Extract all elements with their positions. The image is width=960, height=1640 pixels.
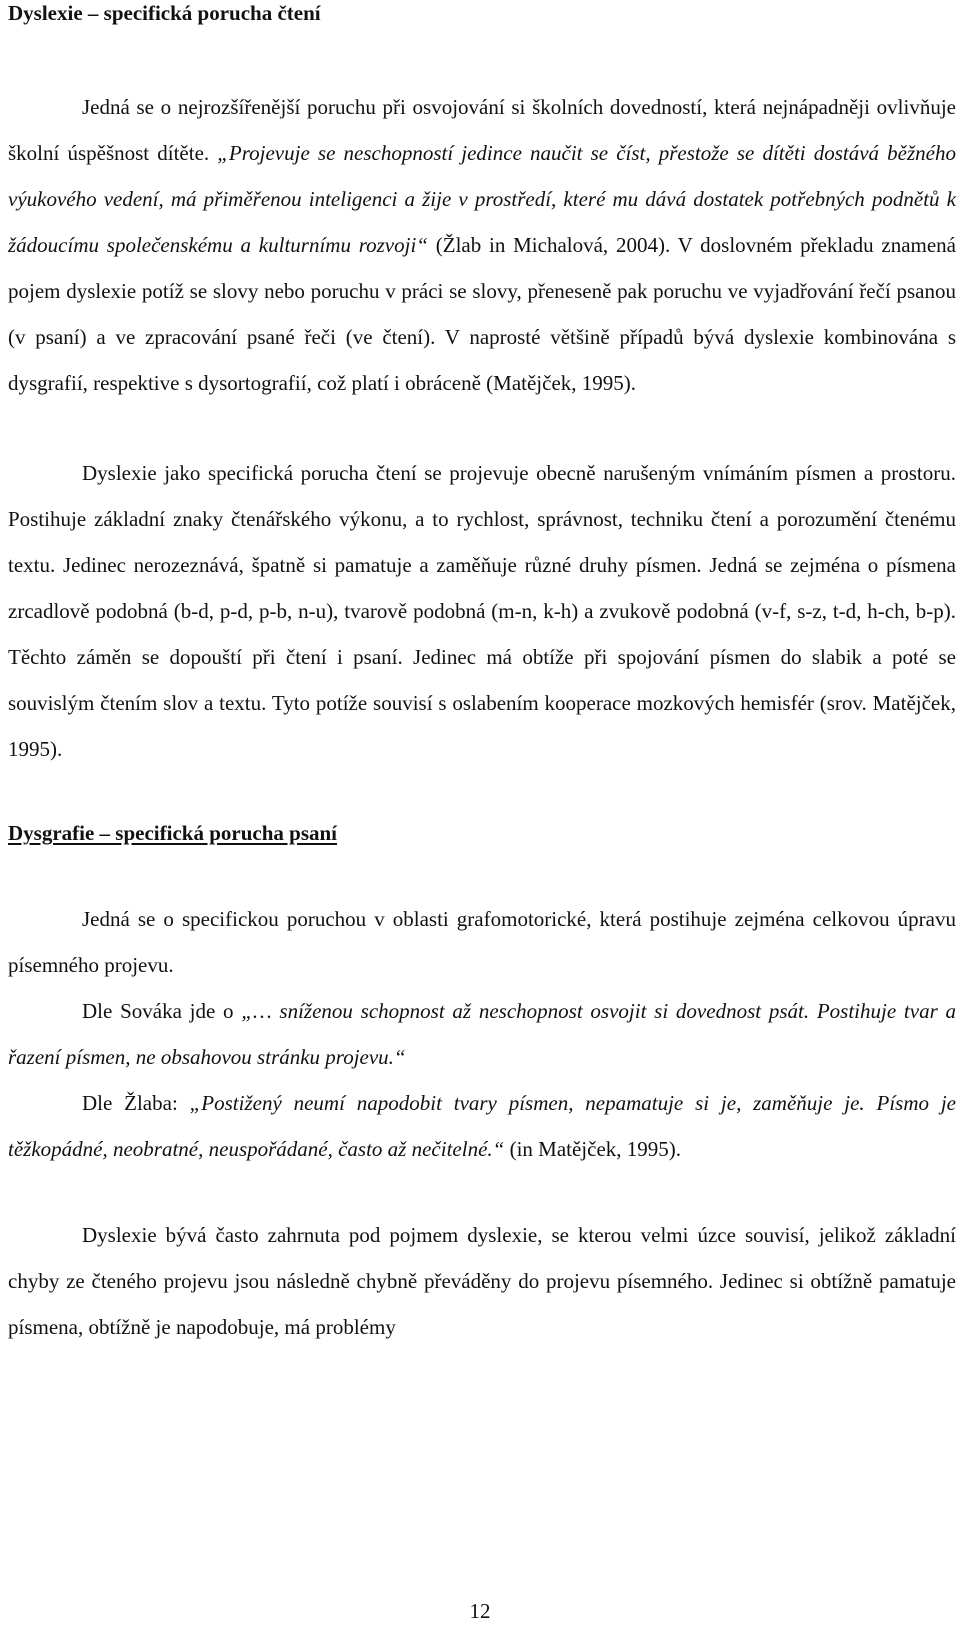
heading-dyslexia-text: Dyslexie – specifická porucha čtení [8,1,321,25]
paragraph-text: (Žlab in Michalová, 2004). V doslovném překladu znamená pojem dyslexie potíž se slovy nebo poruchu v práci se slovy, přeneseně pak poruchu ve vyjadřování řečí psanou (v psaní) a ve zpracování psané řeči (ve čtení). V naprosté většině případů bývá dyslexie kombinována s dysgrafií, respektive s dysortografií, což platí i obráceně (Matějček, 1995). [8,233,956,395]
paragraph-text: Dle Žlaba: [82,1091,190,1115]
paragraph-dyslexia-symptoms: Dyslexie jako specifická porucha čtení se projevuje obecně narušeným vnímáním písmen a prostoru. Postihuje základní znaky čtenářského výkonu, a to rychlost, správnost, techniku čtení a porozumění čtenému textu. Jedinec nerozeznává, špatně si pamatuje a zaměňuje různé druhy písmen. Jedná se zejména o písmena zrcadlově podobná (b-d, p-d, p-b, n-u), tvarově podobná (m-n, k-h) a zvukově podobná (v-f, s-z, t-d, h-ch, b-p). Těchto záměn se dopouští při čtení i psaní. Jedinec má obtíže při spojování písmen do slabik a poté se souvislým čtením slov a textu. Tyto potíže souvisí s oslabením kooperace mozkových hemisfér (srov. Matějček, 1995). [8,461,956,761]
quote-zlab: „Projevuje se neschopností jedince naučit se číst, přestože se dítěti dostává běžného výukového vedení, má přiměřenou inteligenci a žije v prostředí, které mu dává dostatek potřebných podnětů k žádoucímu společenskému a kulturnímu rozvoji“ [8,141,956,257]
paragraph-text: (in Matějček, 1995). [504,1137,682,1161]
paragraph-dysgraphia-definition: Jedná se o specifickou poruchou v oblasti grafomotorické, která postihuje zejména celkovou úpravu písemného projevu. [8,907,956,977]
heading-dysgraphia [8,820,956,846]
heading-dyslexia [8,0,956,26]
page-number: 12 [469,1599,491,1623]
quote-zlab-dysgraphia: „Postižený neumí napodobit tvary písmen, nepamatuje si je, zaměňuje je. Písmo je těžkopádné, neobratné, neuspořádané, často až nečitelné.“ [8,1091,956,1161]
paragraph-zlab-quote [8,1080,956,1172]
paragraph-text: Jedná se o nejrozšířenější poruchu při osvojování si školních dovedností, která nejnápadněji ovlivňuje školní úspěšnost dítěte. [8,95,956,165]
paragraph-dyslexia-dysgraphia-relation: Dyslexie bývá často zahrnuta pod pojmem dyslexie, se kterou velmi úzce souvisí, jelikož základní chyby ze čteného projevu jsou následně chybně převáděny do projevu písemného. Jedinec si obtížně pamatuje písmena, obtížně je napodobuje, má problémy [8,1223,956,1339]
page-content [8,0,956,1350]
paragraph-text: Dle Sováka jde o [82,999,242,1023]
heading-dysgraphia-text: Dysgrafie – specifická porucha psaní [8,821,338,845]
paragraph-sovak-quote [8,988,956,1080]
heading-dysgraphia-wrapper [8,820,956,846]
quote-sovak: „… sníženou schopnost až neschopnost osvojit si dovednost psát. Postihuje tvar a řazení písmen, ne obsahovou stránku projevu.“ [8,999,957,1069]
paragraph-dyslexia-definition [8,84,956,406]
